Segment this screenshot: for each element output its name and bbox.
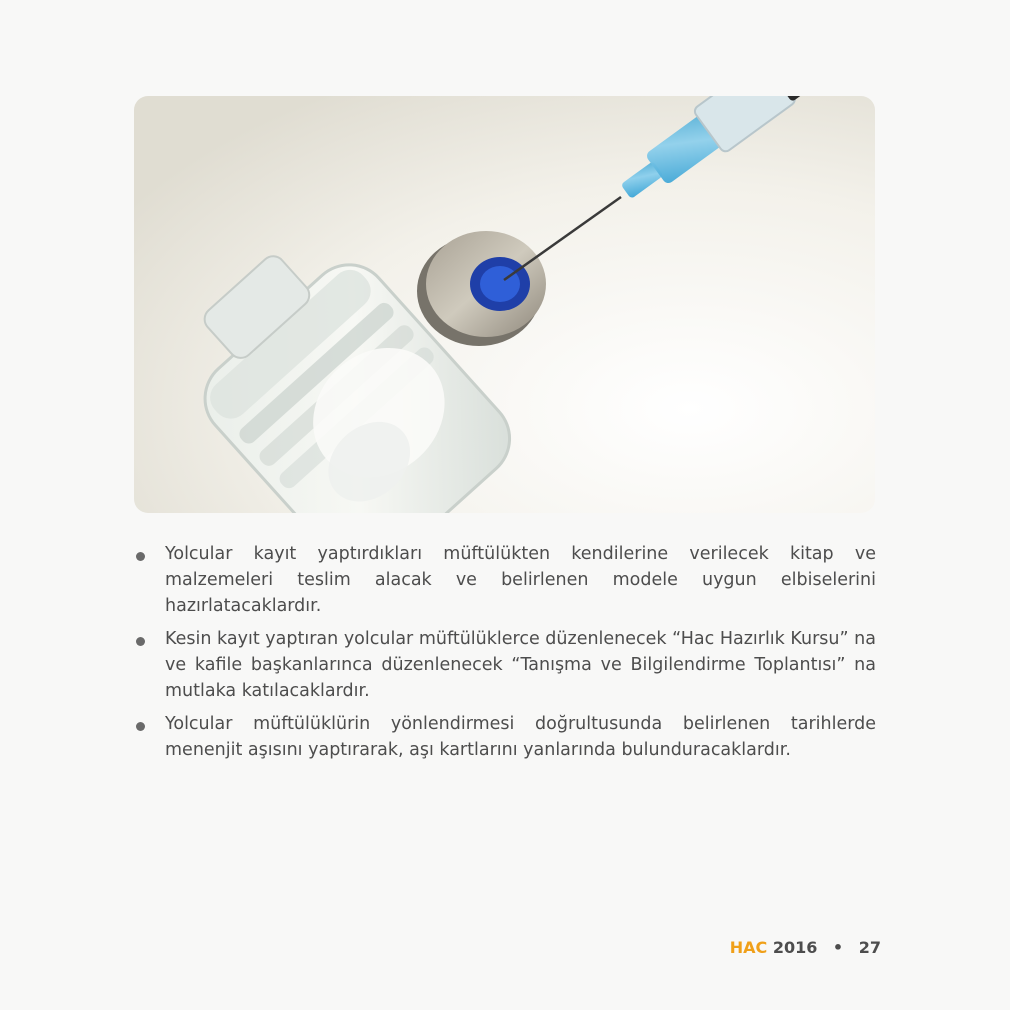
vaccine-photo — [134, 96, 875, 513]
bullet-icon — [136, 722, 145, 731]
bullet-text: Yolcular müftülüklürin yönlendirmesi doğrultusunda belirlenen tarihlerde menenjit aşısını yaptırarak, aşı kartlarını yanlarında bulunduracaklardır. — [165, 714, 876, 760]
footer-separator: • — [832, 938, 844, 957]
list-item — [136, 711, 876, 763]
page-number: 27 — [858, 938, 881, 957]
footer-year: 2016 — [772, 938, 818, 957]
bullet-icon — [136, 637, 145, 646]
bullet-list — [136, 541, 876, 770]
bullet-text: Yolcular kayıt yaptırdıkları müftülükten kendilerine verilecek kitap ve malzemeleri teslim alacak ve belirlenen modele uygun elbiselerini hazırlatacaklardır. — [165, 544, 876, 616]
page-footer — [730, 938, 881, 957]
bullet-icon — [136, 552, 145, 561]
list-item — [136, 626, 876, 704]
footer-brand: HAC — [729, 938, 768, 957]
list-item — [136, 541, 876, 619]
bullet-text: Kesin kayıt yaptıran yolcular müftülüklerce düzenlenecek “Hac Hazırlık Kursu” na ve kafile başkanlarınca düzenlenecek “Tanışma ve Bilgilendirme Toplantısı” na mutlaka katılacaklardır. — [165, 629, 876, 701]
